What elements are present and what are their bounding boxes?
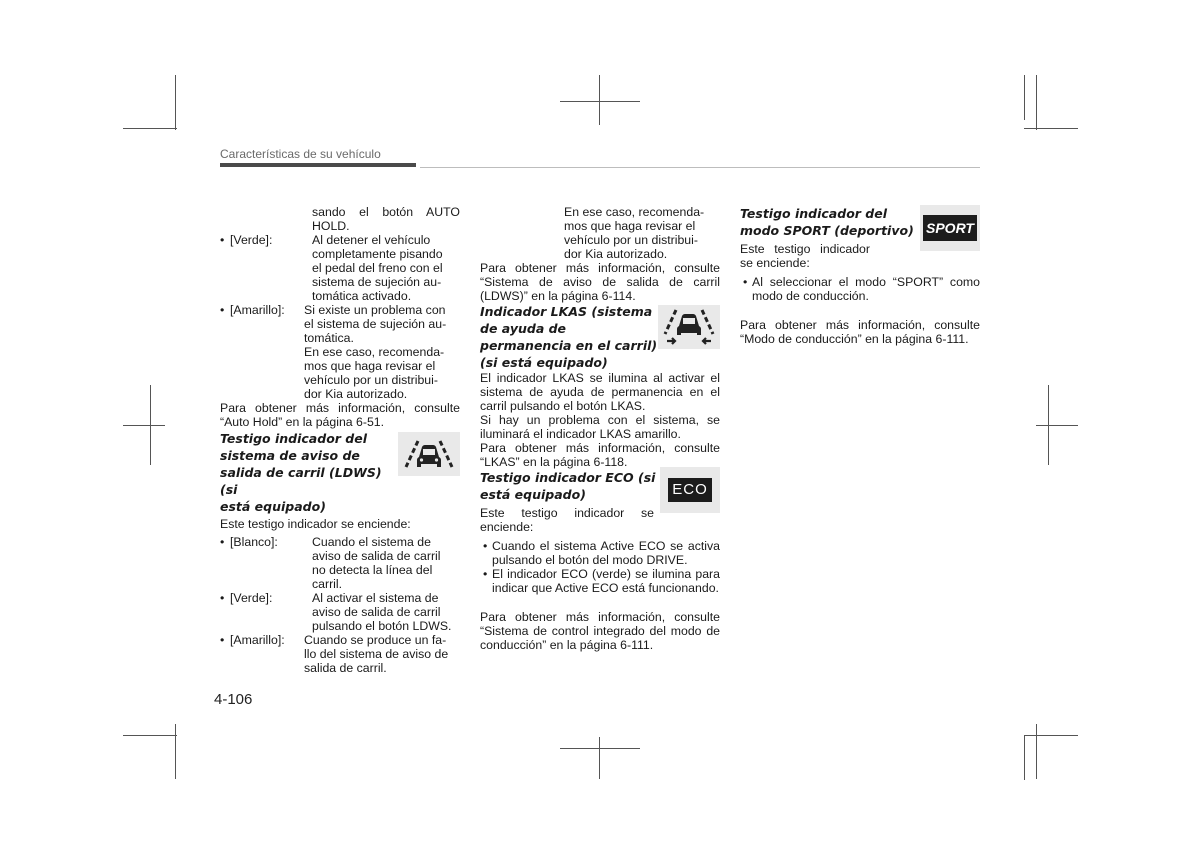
bullet: •	[743, 275, 748, 289]
eco-indicator-icon	[660, 467, 720, 513]
reference-paragraph: Para obtener más información, consulte “Sistema de control integrado del modo de conducción” en la página 6-111.	[480, 610, 720, 652]
bullet: •	[220, 591, 225, 605]
status-label: [Blanco]:	[230, 535, 278, 549]
status-entry-amber	[220, 303, 460, 401]
lane-departure-car-icon	[398, 432, 460, 476]
bullet: •	[220, 303, 225, 317]
status-label: [Verde]:	[230, 233, 273, 247]
section-header-title: Características de su vehículo	[220, 147, 381, 161]
bullet: •	[220, 233, 225, 247]
ldws-section-heading	[220, 430, 460, 515]
bullet: •	[220, 535, 225, 549]
status-description: Cuando el sistema de aviso de salida de carril no detecta la línea del carril.	[312, 535, 441, 591]
sport-section-heading	[740, 205, 980, 270]
continuation-text: En ese caso, recomenda- mos que haga revisar el vehículo por un distribui- dor Kia autorizado.	[564, 205, 705, 261]
status-entry-green	[220, 591, 460, 633]
eco-section-heading	[480, 469, 720, 534]
section-title: Testigo indicador ECO (si está equipado)	[480, 470, 656, 502]
sport-mode-icon	[920, 205, 980, 251]
list-item: • El indicador ECO (verde) se ilumina para indicar que Active ECO está funcionando.	[480, 567, 720, 595]
list-item: • Cuando el sistema Active ECO se activa pulsando el botón del modo DRIVE.	[480, 539, 720, 567]
reference-paragraph: Para obtener más información, consulte “Modo de conducción” en la página 6-111.	[740, 318, 980, 346]
intro-text: Este testigo indicador se enciende:	[740, 242, 870, 270]
column-right	[740, 205, 980, 346]
bullet: •	[483, 567, 488, 581]
reference-paragraph: Para obtener más información, consulte “Auto Hold” en la página 6-51.	[220, 401, 460, 429]
list-item: • Al seleccionar el modo “SPORT” como modo de conducción.	[740, 275, 980, 303]
eco-heading-text	[480, 469, 660, 534]
reference-paragraph: Para obtener más información, consulte “Sistema de aviso de salida de carril (LDWS)” en la página 6-114.	[480, 261, 720, 303]
intro-text: Este testigo indicador se enciende:	[480, 506, 654, 534]
column-middle	[480, 205, 720, 652]
status-entry-green	[220, 233, 460, 303]
page-number: 4-106	[214, 691, 253, 708]
sport-icon-label: SPORT	[923, 215, 977, 241]
text-line: sando el botón AUTO	[312, 205, 460, 219]
lkas-fault-text: Si hay un problema con el sistema, se iluminará el indicador LKAS amarillo.	[480, 413, 720, 441]
bullet: •	[483, 539, 488, 553]
status-label: [Amarillo]:	[230, 303, 285, 317]
lkas-section-heading	[480, 303, 720, 371]
eco-icon-label: ECO	[668, 478, 712, 502]
lkas-description: El indicador LKAS se ilumina al activar el sistema de ayuda de permanencia en el carril pulsando el botón LKAS.	[480, 371, 720, 413]
sport-heading-text	[740, 205, 920, 270]
section-title: Testigo indicador del sistema de aviso de salida de carril (LDWS) (si está equipado)	[220, 431, 382, 514]
header-rule	[420, 167, 980, 168]
intro-text: Este testigo indicador se enciende:	[220, 517, 411, 531]
status-description: Al activar el sistema de aviso de salida de carril pulsando el botón LDWS.	[312, 591, 452, 633]
status-entry-white	[220, 535, 460, 591]
status-description: Cuando se produce un fa- llo del sistema de aviso de salida de carril.	[304, 633, 449, 675]
bullet: •	[220, 633, 225, 647]
status-description: Al detener el vehículo completamente pisando el pedal del freno con el sistema de sujeción au- tomática activado.	[312, 233, 443, 303]
status-label: [Verde]:	[230, 591, 273, 605]
status-label: [Amarillo]:	[230, 633, 285, 647]
lane-keeping-car-icon	[658, 305, 720, 349]
section-title: Testigo indicador del modo SPORT (deportivo)	[740, 206, 914, 238]
section-title: Indicador LKAS (sistema de ayuda de permanencia en el carril) (si está equipado)	[480, 304, 658, 370]
reference-paragraph: Para obtener más información, consulte “LKAS” en la página 6-118.	[480, 441, 720, 469]
column-left	[220, 205, 460, 675]
status-entry-amber	[220, 633, 460, 675]
continuation-text	[220, 205, 460, 233]
header-accent-bar	[220, 163, 416, 167]
status-description: Si existe un problema con el sistema de sujeción au- tomática. En ese caso, recomenda- mos que haga revisar el vehículo por un distribui- dor Kia autorizado.	[304, 303, 447, 401]
text-line: HOLD.	[312, 219, 350, 233]
